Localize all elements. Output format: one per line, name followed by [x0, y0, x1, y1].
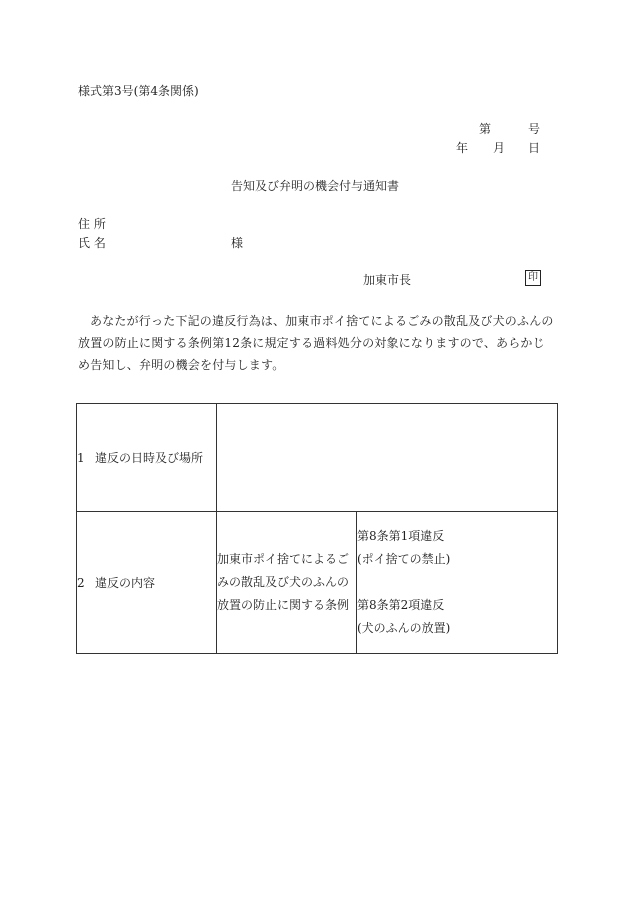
- violation-note-2: (犬のふんの放置): [357, 621, 451, 635]
- violation-article-1: 第8条第1項違反: [357, 529, 445, 543]
- violation-note-1: (ポイ捨ての禁止): [357, 552, 451, 566]
- row-label: 違反の内容: [95, 576, 156, 590]
- document-number-prefix: 第: [479, 122, 492, 136]
- date-day: 日: [528, 141, 541, 155]
- row-label-datetime-place: [77, 404, 217, 512]
- row-number: 2: [77, 576, 85, 590]
- date-month: 月: [493, 141, 506, 155]
- datetime-place-value: [217, 404, 558, 512]
- seal-stamp: 印: [525, 270, 541, 286]
- violation-article-2: 第8条第2項違反: [357, 598, 445, 612]
- row-label: 違反の日時及び場所: [95, 451, 204, 465]
- violation-articles: [357, 512, 558, 654]
- row-number: 1: [77, 451, 85, 465]
- violation-table: [76, 403, 558, 654]
- honorific: 様: [231, 236, 244, 250]
- document-title: 告知及び弁明の機会付与通知書: [231, 179, 400, 193]
- date-year: 年: [456, 141, 469, 155]
- notice-body: あなたが行った下記の違反行為は、加東市ポイ捨てによるごみの散乱及び犬のふんの放置の防止に関する条例第12条に規定する過料処分の対象になりますので、あらかじめ告知し、弁明の機会を付与します。: [78, 314, 554, 372]
- row-label-violation-content: [77, 512, 217, 654]
- name-label: 氏 名: [78, 236, 106, 250]
- table-row: [77, 512, 558, 654]
- table-row: [77, 404, 558, 512]
- address-label: 住 所: [78, 217, 106, 231]
- issuer-name: 加東市長: [363, 273, 412, 287]
- form-number: 様式第3号(第4条関係): [78, 84, 199, 98]
- ordinance-name: 加東市ポイ捨てによるごみの散乱及び犬のふんの放置の防止に関する条例: [217, 512, 357, 654]
- document-number-suffix: 号: [528, 122, 541, 136]
